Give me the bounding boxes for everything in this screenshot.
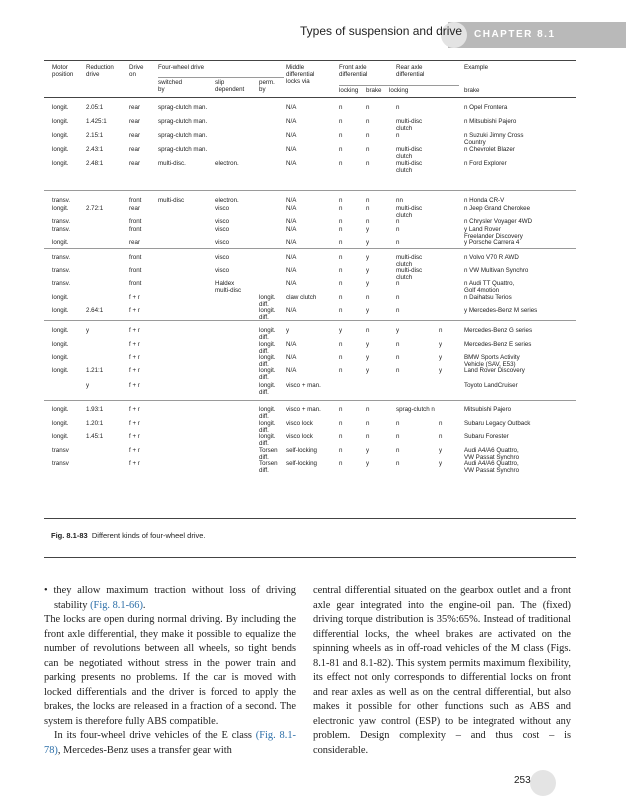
bullet-text: they allow maximum traction without loss of driving stability — [53, 585, 296, 611]
col-header-drive: Drive on — [129, 64, 144, 78]
table-cell-fb: n — [366, 197, 370, 204]
table-cell-ex: n Suzuki Jimny Cross Country — [464, 132, 524, 146]
table-cell-rb: y — [439, 341, 443, 348]
table-cell-perm: longit. diff. — [259, 382, 276, 396]
table-cell-drive: f + r — [129, 433, 140, 440]
table-cell-motor: longit. — [52, 160, 69, 167]
table-cell-drive: rear — [129, 118, 141, 125]
table-cell-mid: y — [286, 327, 290, 334]
table-cell-red: 2.72:1 — [86, 205, 104, 212]
table-cell-fl: n — [339, 146, 343, 153]
table-cell-rb: y — [439, 354, 443, 361]
table-cell-ex: n Honda CR-V — [464, 197, 505, 204]
table-cell-rl: multi-disc clutch — [396, 146, 423, 160]
table-cell-slip: visco — [215, 254, 230, 261]
table-cell-slip: Haldex multi-disc — [215, 280, 242, 294]
col-header-slip: slip dependent — [215, 79, 245, 93]
table-cell-drive: rear — [129, 205, 141, 212]
table-cell-red: 2.48:1 — [86, 160, 104, 167]
table-cell-ex: BMW Sports Activity Vehicle (SAV, E53) — [464, 354, 520, 368]
table-cell-mid: self-locking — [286, 460, 317, 467]
table-cell-motor: longit. — [52, 294, 69, 301]
bullet-item: • they allow maximum traction without loss of driving stability (Fig. 8.1-66). — [44, 585, 296, 611]
table-cell-perm: longit. diff. — [259, 354, 276, 368]
table-cell-fb: n — [366, 205, 370, 212]
table-cell-perm: longit. diff. — [259, 406, 276, 420]
col-header-example-brake: brake — [464, 87, 480, 94]
table-cell-ex: Subaru Legacy Outback — [464, 420, 531, 427]
table-cell-motor: longit. — [52, 433, 69, 440]
col-header-rear-locking: locking — [389, 87, 409, 94]
figure-ref-link[interactable]: (Fig. 8.1-78) — [44, 730, 296, 756]
table-cell-motor: transv — [52, 460, 69, 467]
group-divider — [44, 248, 576, 249]
table-cell-fl: n — [339, 160, 343, 167]
chapter-label: CHAPTER 8.1 — [474, 29, 556, 40]
table-cell-mid: N/A — [286, 354, 297, 361]
table-cell-fl: n — [339, 132, 343, 139]
table-cell-fl: n — [339, 307, 343, 314]
table-cell-ex: n Mitsubishi Pajero — [464, 118, 517, 125]
paragraph-2 — [44, 729, 296, 758]
table-cell-slip: visco — [215, 267, 230, 274]
table-cell-fl: n — [339, 267, 343, 274]
table-cell-drive: rear — [129, 160, 141, 167]
table-cell-ex: n Chrysler Voyager 4WD — [464, 218, 533, 225]
page-number: 253 — [514, 775, 531, 786]
col-header-reduction: Reduction drive — [86, 64, 114, 78]
table-cell-red: 2.05:1 — [86, 104, 104, 111]
table-cell-ex: Mitsubishi Pajero — [464, 406, 512, 413]
table-cell-fb: n — [366, 146, 370, 153]
table-cell-motor: longit. — [52, 104, 69, 111]
group-divider — [44, 320, 576, 321]
table-cell-ex: Land Rover Discovery — [464, 367, 525, 374]
table-cell-fb: n — [366, 433, 370, 440]
table-top-rule — [44, 60, 576, 61]
table-cell-rl: multi-disc clutch — [396, 118, 423, 132]
page-number-dot — [530, 770, 556, 796]
table-cell-motor: longit. — [52, 132, 69, 139]
table-cell-red: 2.15:1 — [86, 132, 104, 139]
group-divider — [44, 190, 576, 191]
table-cell-mid: N/A — [286, 254, 297, 261]
table-cell-slip: visco — [215, 226, 230, 233]
table-cell-fl: n — [339, 205, 343, 212]
table-cell-fl: n — [339, 420, 343, 427]
table-cell-ex: Mercedes-Benz G series — [464, 327, 533, 334]
table-cell-drive: rear — [129, 104, 141, 111]
table-cell-rl: n — [396, 104, 400, 111]
table-cell-motor: longit. — [52, 118, 69, 125]
table-cell-drive: f + r — [129, 341, 140, 348]
paragraph: The locks are open during normal driving. By including the front axle differential, they make it possible to equalize the number of revolutions between all wheels, so tight bends can be negotiated without stress in the power train and parking presents no problems. If the car is moved with locked differentials and the driver is forced to apply the brakes, the locks are released in a fraction of a second. The system is therefore fully ABS compatible. — [44, 614, 296, 727]
table-cell-fb: n — [366, 132, 370, 139]
table-cell-ex: n Chevrolet Blazer — [464, 146, 515, 153]
table-cell-mid: N/A — [286, 267, 297, 274]
table-cell-perm: longit. diff. — [259, 433, 276, 447]
table-cell-mid: N/A — [286, 104, 297, 111]
table-cell-fb: n — [366, 104, 370, 111]
table-cell-fl: n — [339, 447, 343, 454]
table-cell-mid: visco lock — [286, 420, 313, 427]
table-cell-fl: n — [339, 118, 343, 125]
para2-start: In its four-wheel drive vehicles of the E class — [54, 730, 252, 741]
table-cell-mid: N/A — [286, 367, 297, 374]
table-cell-mid: N/A — [286, 160, 297, 167]
table-cell-drive: f + r — [129, 406, 140, 413]
table-cell-slip: visco — [215, 239, 230, 246]
table-cell-red: y — [86, 327, 90, 334]
table-cell-rl: n — [396, 294, 400, 301]
table-cell-sw: multi-disc — [158, 197, 185, 204]
col-header-rear-axle: Rear axle differential — [396, 64, 425, 78]
table-cell-ex: n VW Multivan Synchro — [464, 267, 529, 274]
table-cell-motor: transv. — [52, 254, 71, 261]
table-cell-motor: longit. — [52, 354, 69, 361]
table-cell-red: 2.43:1 — [86, 146, 104, 153]
table-cell-mid: N/A — [286, 197, 297, 204]
table-cell-ex: n Jeep Grand Cherokee — [464, 205, 531, 212]
table-cell-fl: n — [339, 354, 343, 361]
table-cell-rl: multi-disc clutch — [396, 267, 423, 281]
table-cell-fb: n — [366, 294, 370, 301]
table-cell-rl: n — [396, 239, 400, 246]
table-cell-mid: N/A — [286, 239, 297, 246]
table-cell-fb: n — [366, 327, 370, 334]
table-cell-ex: y Mercedes-Benz M series — [464, 307, 538, 314]
table-cell-fb: y — [366, 460, 370, 467]
table-cell-mid: N/A — [286, 307, 297, 314]
table-cell-perm: longit. diff. — [259, 420, 276, 434]
table-cell-rl: n — [396, 460, 400, 467]
para2-end: , Mercedes-Benz uses a transfer gear with — [57, 744, 232, 756]
table-cell-perm: longit. diff. — [259, 327, 276, 341]
table-cell-fb: n — [366, 118, 370, 125]
col-header-motor: Motor position — [52, 64, 74, 78]
table-cell-mid: visco + man. — [286, 406, 321, 413]
header-bottom-rule — [44, 97, 576, 98]
table-cell-perm: Torsen diff. — [259, 447, 278, 461]
table-cell-rb: n — [439, 433, 443, 440]
table-cell-sw: sprag-clutch man. — [158, 118, 208, 125]
table-cell-perm: longit. diff. — [259, 341, 276, 355]
table-cell-slip: electron. — [215, 197, 239, 204]
table-cell-perm: longit. diff. — [259, 367, 276, 381]
table-cell-red: 1.93:1 — [86, 406, 104, 413]
table-cell-drive: rear — [129, 132, 141, 139]
table-cell-ex: Toyoto LandCruiser — [464, 382, 518, 389]
table-cell-fb: y — [366, 341, 370, 348]
table-cell-motor: transv. — [52, 267, 71, 274]
caption-rule — [44, 557, 576, 558]
col-header-perm: perm. by — [259, 79, 275, 93]
right-column — [313, 584, 571, 758]
col-header-front-brake: brake — [366, 87, 382, 94]
table-cell-fl: n — [339, 460, 343, 467]
table-cell-slip: electron. — [215, 160, 239, 167]
table-cell-red: 1.425:1 — [86, 118, 107, 125]
table-cell-fb: n — [366, 218, 370, 225]
table-cell-fb: y — [366, 267, 370, 274]
table-cell-motor: transv. — [52, 197, 71, 204]
table-cell-rl: multi-disc clutch — [396, 254, 423, 268]
table-cell-drive: f + r — [129, 307, 140, 314]
bullet-end: . — [142, 599, 146, 611]
table-cell-sw: multi-disc. — [158, 160, 186, 167]
table-cell-fb: y — [366, 307, 370, 314]
table-cell-fl: n — [339, 226, 343, 233]
table-cell-ex: y Porsche Carrera 4 — [464, 239, 520, 246]
table-cell-rl: multi-disc clutch — [396, 160, 423, 174]
table-cell-slip: visco — [215, 205, 230, 212]
table-cell-fb: y — [366, 254, 370, 261]
table-cell-ex: n Ford Explorer — [464, 160, 507, 167]
table-cell-fb: n — [366, 160, 370, 167]
table-cell-sw: sprag-clutch man. — [158, 146, 208, 153]
table-cell-drive: f + r — [129, 447, 140, 454]
four-wheel-drive-table — [44, 60, 576, 518]
table-cell-mid: N/A — [286, 118, 297, 125]
table-cell-ex: n Daihatsu Terios — [464, 294, 512, 301]
table-cell-rl: multi-disc clutch — [396, 205, 423, 219]
table-cell-drive: front — [129, 226, 142, 233]
table-cell-drive: f + r — [129, 294, 140, 301]
table-cell-motor: longit. — [52, 420, 69, 427]
table-cell-fb: n — [366, 420, 370, 427]
table-cell-red: 1.45:1 — [86, 433, 104, 440]
table-cell-rl: n — [396, 433, 400, 440]
table-cell-drive: rear — [129, 146, 141, 153]
table-cell-perm: longit. diff. — [259, 307, 276, 321]
col-header-front-locking: locking — [339, 87, 359, 94]
col-header-middle: Middle differential locks via — [286, 64, 315, 85]
table-cell-red: 1.20:1 — [86, 420, 104, 427]
table-cell-rl: n — [396, 307, 400, 314]
table-cell-drive: rear — [129, 239, 141, 246]
group-divider — [44, 400, 576, 401]
table-cell-rl: n — [396, 226, 400, 233]
table-cell-ex: Subaru Forester — [464, 433, 509, 440]
table-cell-drive: f + r — [129, 354, 140, 361]
table-cell-slip: visco — [215, 218, 230, 225]
left-column — [44, 584, 296, 758]
table-cell-rl: n — [396, 218, 400, 225]
table-cell-rl: y — [396, 327, 400, 334]
table-cell-rb: y — [439, 447, 443, 454]
table-cell-ex: Audi A4/A6 Quattro, VW Passat Synchro — [464, 460, 520, 474]
table-cell-fl: n — [339, 367, 343, 374]
table-cell-perm: Torsen diff. — [259, 460, 278, 474]
table-cell-rl: n — [396, 354, 400, 361]
table-cell-fl: n — [339, 406, 343, 413]
table-cell-ex: y Land Rover Freelander Discovery — [464, 226, 523, 240]
table-cell-motor: longit. — [52, 146, 69, 153]
table-cell-rl: n — [396, 280, 400, 287]
table-cell-fb: y — [366, 280, 370, 287]
table-cell-ex: n Opel Frontera — [464, 104, 508, 111]
table-cell-sw: sprag-clutch man. — [158, 132, 208, 139]
table-cell-mid: self-locking — [286, 447, 317, 454]
figure-caption-text: Different kinds of four-wheel drive. — [91, 531, 206, 540]
table-cell-fl: n — [339, 254, 343, 261]
table-cell-motor: longit. — [52, 341, 69, 348]
table-cell-fb: y — [366, 354, 370, 361]
table-cell-drive: f + r — [129, 460, 140, 467]
table-cell-fl: n — [339, 239, 343, 246]
table-cell-motor: longit. — [52, 327, 69, 334]
table-cell-red: 2.64:1 — [86, 307, 104, 314]
table-cell-motor: transv. — [52, 218, 71, 225]
col-header-switched: switched by — [158, 79, 183, 93]
table-cell-rl: n — [396, 341, 400, 348]
table-cell-perm: longit. diff. — [259, 294, 276, 308]
table-cell-drive: f + r — [129, 382, 140, 389]
table-cell-drive: front — [129, 218, 142, 225]
table-cell-rl: n — [396, 447, 400, 454]
table-cell-drive: f + r — [129, 420, 140, 427]
table-cell-mid: visco + man. — [286, 382, 321, 389]
table-cell-rb: n — [439, 420, 443, 427]
table-cell-drive: front — [129, 280, 142, 287]
figure-label: Fig. 8.1-83 — [51, 531, 88, 540]
running-header-title: Types of suspension and drive — [300, 24, 463, 38]
table-cell-mid: visco lock — [286, 433, 313, 440]
table-cell-mid: N/A — [286, 146, 297, 153]
table-cell-rl: n — [396, 420, 400, 427]
table-cell-motor: transv. — [52, 280, 71, 287]
table-cell-rl: n — [396, 367, 400, 374]
table-cell-motor: longit. — [52, 367, 69, 374]
table-cell-rl: n — [396, 132, 400, 139]
table-cell-fl: y — [339, 327, 343, 334]
table-cell-fb: y — [366, 239, 370, 246]
table-cell-rb: n — [439, 327, 443, 334]
table-cell-rl: sprag-clutch n — [396, 406, 435, 413]
table-cell-drive: f + r — [129, 327, 140, 334]
table-cell-ex: n Volvo V70 R AWD — [464, 254, 519, 261]
table-cell-mid: N/A — [286, 280, 297, 287]
table-cell-motor: longit. — [52, 307, 69, 314]
table-cell-fl: n — [339, 341, 343, 348]
table-cell-drive: front — [129, 197, 142, 204]
table-cell-motor: transv. — [52, 226, 71, 233]
table-cell-motor: transv — [52, 447, 69, 454]
table-cell-fb: y — [366, 367, 370, 374]
table-cell-fb: n — [366, 406, 370, 413]
table-cell-mid: N/A — [286, 132, 297, 139]
table-cell-motor: longit. — [52, 406, 69, 413]
table-cell-drive: front — [129, 254, 142, 261]
col-header-front-axle: Front axle differential — [339, 64, 368, 78]
fwd-subheader-rule — [158, 77, 284, 78]
table-cell-mid: N/A — [286, 205, 297, 212]
table-cell-motor: longit. — [52, 205, 69, 212]
axle-subheader-rule — [339, 85, 459, 86]
table-cell-fl: n — [339, 294, 343, 301]
figure-caption — [51, 531, 206, 540]
table-cell-sw: sprag-clutch man. — [158, 104, 208, 111]
col-header-example: Example — [464, 64, 489, 71]
table-cell-red: 1.21:1 — [86, 367, 104, 374]
figure-ref-link[interactable]: (Fig. 8.1-66) — [90, 599, 143, 611]
table-cell-motor: longit. — [52, 239, 69, 246]
table-cell-ex: n Audi TT Quattro, Golf 4motion — [464, 280, 515, 294]
table-cell-rb: y — [439, 460, 443, 467]
table-cell-ex: Audi A4/A6 Quattro, VW Passat Synchro — [464, 447, 520, 461]
table-cell-drive: f + r — [129, 367, 140, 374]
table-cell-mid: N/A — [286, 226, 297, 233]
table-cell-mid: N/A — [286, 341, 297, 348]
table-cell-ex: Mercedes-Benz E series — [464, 341, 532, 348]
table-cell-mid: N/A — [286, 218, 297, 225]
table-cell-fl: n — [339, 218, 343, 225]
table-cell-mid: claw clutch — [286, 294, 317, 301]
table-cell-fl: n — [339, 104, 343, 111]
table-bottom-rule — [44, 518, 576, 519]
table-cell-fl: n — [339, 280, 343, 287]
paragraph: central differential situated on the gearbox outlet and a front axle gear integrated into the engine-oil pan. The (fixed) driving torque distribution is 35%:65%. Instead of traditional differential locks, the wheel brakes are activated on the spinning wheels as in off-road vehicles of the M class (Figs. 8.1-81 and 8.1-82). This system permits maximum flexibility, its effect not only corresponds to differential locks on front and rear axles as well as on the central differential, but also makes it possible for other functions such as ABS and electronic yaw control (ESP) to be integrated without any problem. Design complexity – and thus cost – is considerable. — [313, 585, 571, 756]
table-cell-fl: n — [339, 433, 343, 440]
table-cell-fl: n — [339, 197, 343, 204]
col-header-fwd: Four-wheel drive — [158, 64, 205, 71]
table-cell-drive: front — [129, 267, 142, 274]
table-cell-fb: y — [366, 226, 370, 233]
table-cell-rl: nn — [396, 197, 403, 204]
table-cell-rb: y — [439, 367, 443, 374]
table-cell-fb: y — [366, 447, 370, 454]
table-cell-red: y — [86, 382, 90, 389]
